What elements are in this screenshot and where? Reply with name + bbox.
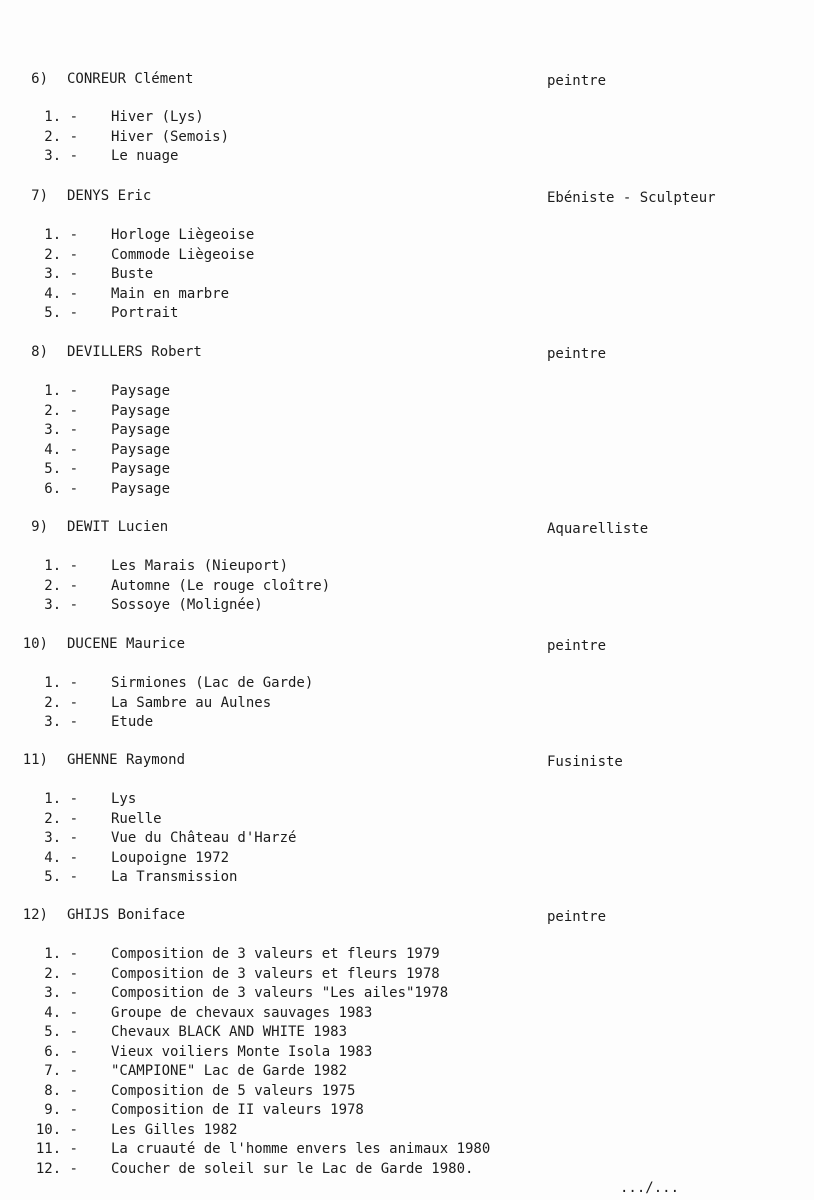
artwork-title: Main en marbre: [111, 285, 230, 302]
artwork-title: Commode Liègeoise: [111, 246, 255, 263]
artist-name: DEVILLERS Robert: [67, 344, 202, 360]
artwork-title: Les Marais (Nieuport): [111, 558, 289, 574]
artwork-title: Paysage: [111, 402, 171, 419]
artist-entry: [0, 752, 814, 885]
artwork-title: Horloge Liègeoise: [111, 227, 255, 243]
artwork-number: 9. -: [44, 1102, 78, 1118]
artwork-number: 2. -: [44, 810, 78, 827]
artist-profession: peintre: [547, 346, 607, 362]
artist-entry: [0, 71, 814, 164]
artwork-number: 5. -: [44, 461, 78, 477]
artwork-title: Sirmiones (Lac de Garde): [111, 675, 314, 691]
artwork-title: La Transmission: [111, 869, 238, 885]
artwork-number: 5. -: [44, 1024, 78, 1040]
artwork-number: 6. -: [44, 1043, 78, 1060]
artwork-title: Chevaux BLACK AND WHITE 1983: [111, 1024, 348, 1040]
artwork-number: 3. -: [44, 422, 78, 438]
artwork-number: 10. -: [35, 1121, 78, 1138]
artwork-title: Paysage: [111, 461, 171, 477]
artwork-number: 6. -: [44, 480, 78, 497]
artwork-number: 4. -: [44, 441, 78, 458]
artwork-title: Ruelle: [111, 810, 162, 827]
artist-name: DEWIT Lucien: [67, 519, 169, 535]
artist-entry: [0, 519, 814, 613]
artist-entry: [0, 636, 814, 730]
artwork-title: Hiver (Semois): [111, 128, 230, 145]
artwork-number: 1. -: [44, 227, 78, 243]
artwork-title: Lys: [111, 791, 137, 807]
artist-name: DUCENE Maurice: [67, 636, 186, 652]
artwork-number: 11. -: [35, 1141, 78, 1157]
artwork-title: Buste: [111, 266, 154, 282]
artwork-title: Composition de 3 valeurs et fleurs 1978: [111, 965, 440, 982]
artist-profession: Aquarelliste: [547, 521, 649, 537]
artwork-title: Automne (Le rouge cloître): [111, 577, 331, 594]
artist-profession: peintre: [547, 909, 607, 925]
artwork-number: 1. -: [44, 109, 78, 125]
artwork-number: 3. -: [44, 714, 78, 730]
artwork-number: 3. -: [44, 830, 78, 846]
entry-number: 6): [31, 71, 48, 87]
artist-name: GHIJS Boniface: [67, 907, 186, 923]
artwork-number: 3. -: [44, 266, 78, 282]
artwork-title: Coucher de soleil sur le Lac de Garde 1980.: [111, 1160, 474, 1177]
artwork-title: Loupoigne 1972: [111, 849, 230, 866]
artwork-number: 1. -: [44, 946, 78, 962]
artist-profession: Fusiniste: [547, 754, 623, 770]
entry-number: 12): [22, 907, 48, 923]
artwork-title: Les Gilles 1982: [111, 1121, 238, 1138]
artwork-number: 5. -: [44, 305, 78, 321]
artwork-number: 2. -: [44, 965, 78, 982]
artwork-title: Composition de 3 valeurs et fleurs 1979: [111, 946, 440, 962]
artwork-title: Vieux voiliers Monte Isola 1983: [111, 1043, 373, 1060]
artwork-title: Hiver (Lys): [111, 109, 204, 125]
artwork-title: Le nuage: [111, 148, 179, 164]
artwork-number: 3. -: [44, 597, 78, 613]
artist-name: GHENNE Raymond: [67, 752, 186, 768]
artwork-number: 4. -: [44, 285, 78, 302]
artwork-title: Etude: [111, 714, 154, 730]
artwork-title: Paysage: [111, 480, 171, 497]
artist-profession: Ebéniste - Sculpteur: [547, 190, 716, 206]
artwork-title: Composition de II valeurs 1978: [111, 1102, 364, 1118]
artwork-number: 2. -: [44, 246, 78, 263]
artwork-number: 1. -: [44, 558, 78, 574]
artwork-number: 1. -: [44, 791, 78, 807]
entry-number: 8): [31, 344, 48, 360]
artwork-title: Vue du Château d'Harzé: [111, 830, 297, 846]
artwork-title: Composition de 3 valeurs "Les ailes"1978: [111, 985, 449, 1001]
artwork-title: La cruauté de l'homme envers les animaux 1980: [111, 1141, 491, 1157]
artwork-number: 12. -: [35, 1160, 78, 1177]
artwork-number: 1. -: [44, 675, 78, 691]
artist-name: DENYS Eric: [67, 188, 152, 204]
artwork-title: Sossoye (Molignée): [111, 597, 263, 613]
artist-entry: [0, 188, 814, 321]
artwork-number: 4. -: [44, 849, 78, 866]
entry-number: 10): [22, 636, 48, 652]
artwork-number: 3. -: [44, 148, 78, 164]
artwork-title: Groupe de chevaux sauvages 1983: [111, 1004, 373, 1021]
artwork-title: Composition de 5 valeurs 1975: [111, 1082, 356, 1099]
artist-name: CONREUR Clément: [67, 71, 194, 87]
artwork-title: Portrait: [111, 305, 179, 321]
artist-entry: [0, 344, 814, 497]
artwork-number: 1. -: [44, 383, 78, 399]
artwork-number: 7. -: [44, 1063, 78, 1079]
artwork-title: Paysage: [111, 383, 171, 399]
entry-number: 9): [31, 519, 48, 535]
artwork-title: Paysage: [111, 422, 171, 438]
artwork-number: 4. -: [44, 1004, 78, 1021]
artist-profession: peintre: [547, 73, 607, 89]
artwork-number: 3. -: [44, 985, 78, 1001]
artwork-number: 2. -: [44, 577, 78, 594]
continuation-mark: .../...: [620, 1180, 680, 1196]
artwork-number: 8. -: [44, 1082, 78, 1099]
artwork-number: 2. -: [44, 694, 78, 711]
entry-number: 11): [22, 752, 48, 768]
artwork-number: 5. -: [44, 869, 78, 885]
artwork-number: 2. -: [44, 128, 78, 145]
artist-entry: [0, 907, 814, 1177]
artwork-title: Paysage: [111, 441, 171, 458]
artist-profession: peintre: [547, 638, 607, 654]
artwork-title: La Sambre au Aulnes: [111, 694, 272, 711]
entry-number: 7): [31, 188, 48, 204]
artwork-number: 2. -: [44, 402, 78, 419]
artwork-title: "CAMPIONE" Lac de Garde 1982: [111, 1063, 348, 1079]
